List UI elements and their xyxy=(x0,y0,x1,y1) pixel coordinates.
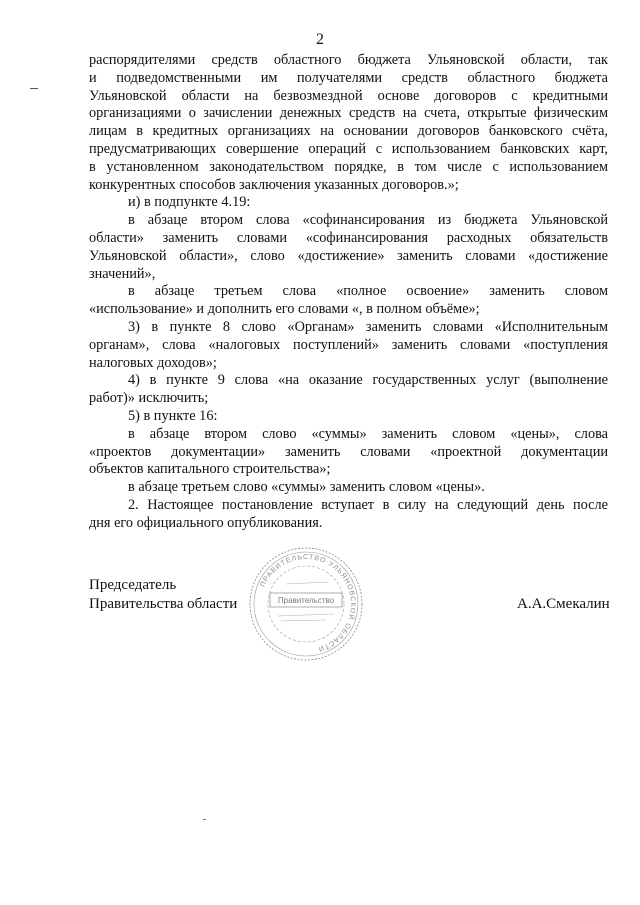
text-line: лицам в кредитных организациях на основании договоров банковского счёта, xyxy=(89,123,608,140)
text-line: в установленном законодательством порядке, в том числе с использованием xyxy=(89,158,608,175)
text-line: в абзаце втором слово «суммы» заменить словом «цены», слова xyxy=(128,425,608,442)
text-line: дня его официального опубликования. xyxy=(89,514,323,531)
official-stamp xyxy=(246,544,366,664)
text-line: предусматривающих совершение операций с использованием банковских карт, xyxy=(89,140,608,157)
text-line: работ)» исключить; xyxy=(89,390,209,407)
text-line: 4) в пункте 9 слова «на оказание государственных услуг (выполнение xyxy=(128,372,608,389)
signatory-title xyxy=(89,576,237,614)
document-body xyxy=(89,52,608,533)
text-line: Ульяновской области», слово «достижение» заменить словами «достижение xyxy=(89,247,608,264)
text-line: в абзаце третьем слова «полное освоение» заменить словом xyxy=(128,283,608,300)
page-number: 2 xyxy=(316,31,324,48)
text-line: 3) в пункте 8 слово «Органам» заменить словами «Исполнительным xyxy=(128,318,608,335)
text-line: и) в подпункте 4.19: xyxy=(128,194,251,211)
text-line: организациями о зачислении денежных средств на счета, открытые физическим xyxy=(89,105,608,122)
signatory-title-line1: Председатель xyxy=(89,577,177,593)
footer-mark xyxy=(203,819,206,820)
text-line: объектов капитального строительства»; xyxy=(89,461,331,478)
text-line: области» заменить словами «софинансирования расходных обязательств xyxy=(89,229,608,246)
stamp-ring-text: ПРАВИТЕЛЬСТВО УЛЬЯНОВСКОЙ ОБЛАСТИ xyxy=(259,553,357,653)
text-line: органам», слова «налоговых поступлений» заменить словами «поступления xyxy=(89,336,608,353)
margin-mark xyxy=(30,88,38,89)
text-line: значений», xyxy=(89,265,156,282)
text-line: и подведомственными им получателями средств областного бюджета xyxy=(89,69,608,86)
signatory-title-line2: Правительства области xyxy=(89,596,238,612)
text-line: Ульяновской области на безвозмездной основе договоров с кредитными xyxy=(89,87,608,104)
text-line: «использование» и дополнить его словами «, в полном объёме»; xyxy=(89,301,480,318)
text-line: в абзаце третьем слово «суммы» заменить словом «цены». xyxy=(128,479,485,496)
stamp-center-text: Правительство xyxy=(277,596,335,605)
text-line: «проектов документации» заменить словами «проектной документации xyxy=(89,443,608,460)
signer-name: А.А.Смекалин xyxy=(517,596,610,612)
text-line: налоговых доходов»; xyxy=(89,354,217,371)
text-line: распорядителями средств областного бюджета Ульяновской области, так xyxy=(89,52,608,68)
text-line: конкурентных способов заключения указанных договоров.»; xyxy=(89,176,459,193)
text-line: в абзаце втором слова «софинансирования из бюджета Ульяновской xyxy=(128,212,608,229)
text-line: 2. Настоящее постановление вступает в силу на следующий день после xyxy=(128,496,608,513)
text-line: 5) в пункте 16: xyxy=(128,407,218,424)
